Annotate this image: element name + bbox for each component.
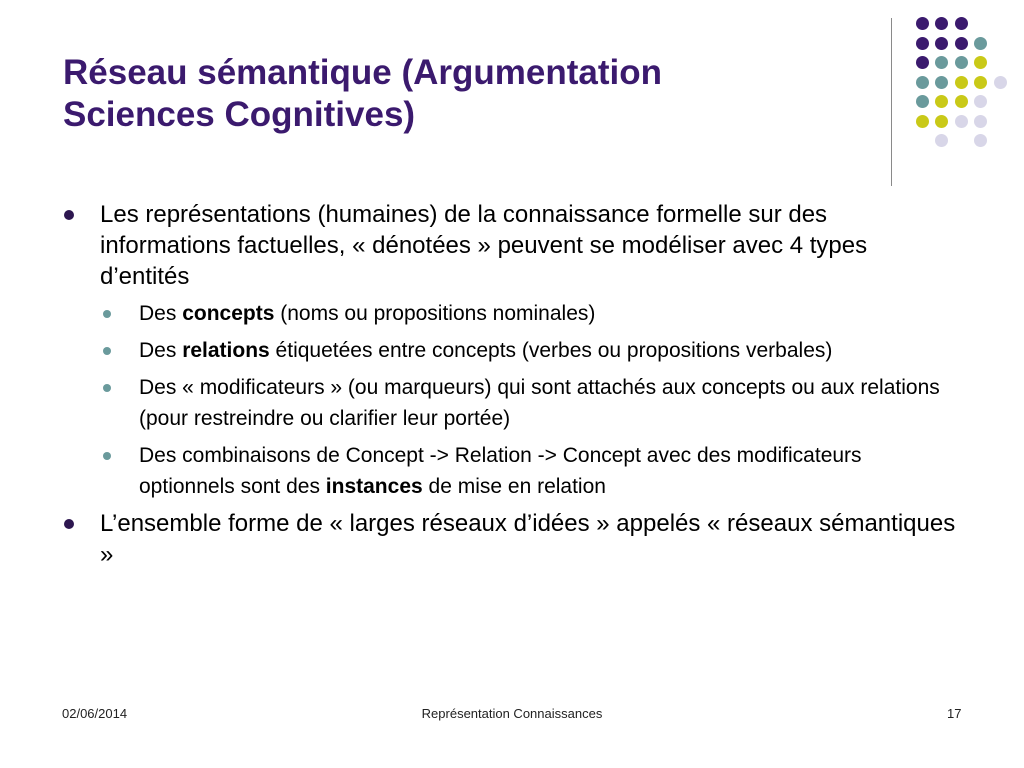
slide-title xyxy=(63,52,863,136)
decorative-dot xyxy=(916,37,929,50)
decorative-dot xyxy=(994,76,1007,89)
decorative-dot xyxy=(935,76,948,89)
sub-bullet-text-post: (noms ou propositions nominales) xyxy=(274,302,596,325)
decorative-dot xyxy=(935,56,948,69)
decorative-dot xyxy=(955,37,968,50)
decorative-dot xyxy=(916,95,929,108)
decorative-dot xyxy=(916,56,929,69)
decorative-dot xyxy=(955,76,968,89)
decorative-dot xyxy=(974,115,987,128)
sub-bullet-text-post: de mise en relation xyxy=(422,475,606,498)
decorative-dot xyxy=(935,17,948,30)
sub-bullet-keyword: relations xyxy=(182,339,270,362)
sub-bullet-text: Des « modificateurs » (ou marqueurs) qui sont attachés aux concepts ou aux relations (pour restreindre ou clarifier leur portée) xyxy=(139,376,940,430)
footer-title: Représentation Connaissances xyxy=(421,706,603,721)
decorative-dot xyxy=(974,95,987,108)
decorative-dot xyxy=(935,134,948,147)
sub-bullet-icon xyxy=(103,452,111,460)
sub-bullet-item xyxy=(62,372,962,434)
sub-bullet-text-pre: Des xyxy=(139,302,183,325)
bullet-text: L’ensemble forme de « larges réseaux d’idées » appelés « réseaux sémantiques » xyxy=(100,510,956,568)
bullet-item xyxy=(62,508,962,570)
bullet-text: Les représentations (humaines) de la connaissance formelle sur des informations factuelles, « dénotées » peuvent se modéliser avec 4 types d’entités xyxy=(100,201,868,290)
decorative-dot xyxy=(974,76,987,89)
sub-bullet-item xyxy=(62,335,962,366)
decorative-dot xyxy=(955,17,968,30)
sub-bullet-icon xyxy=(103,347,111,355)
decorative-divider xyxy=(891,18,892,186)
decorative-dot xyxy=(974,37,987,50)
bullet-item xyxy=(62,199,962,292)
decorative-dot xyxy=(974,56,987,69)
sub-bullet-keyword: concepts xyxy=(182,302,275,325)
decorative-dot xyxy=(935,95,948,108)
sub-bullet-item xyxy=(62,298,962,329)
decorative-dot xyxy=(935,115,948,128)
footer-date: 02/06/2014 xyxy=(62,706,128,721)
sub-bullet-keyword: instances xyxy=(325,475,423,498)
sub-bullet-icon xyxy=(103,310,111,318)
sub-bullet-text-pre: Des xyxy=(139,339,183,362)
decorative-dot xyxy=(955,95,968,108)
slide-body xyxy=(62,199,962,576)
decorative-dot xyxy=(935,37,948,50)
decorative-dot xyxy=(916,115,929,128)
slide-number: 17 xyxy=(947,706,962,721)
decorative-dot xyxy=(955,115,968,128)
sub-bullet-text-pre: Des combinaisons de Concept -> Relation -> Concept avec des modificateurs optionnels sont des xyxy=(139,444,862,498)
decorative-dot xyxy=(916,17,929,30)
sub-bullet-text-post: étiquetées entre concepts (verbes ou propositions verbales) xyxy=(269,339,833,362)
decorative-dot xyxy=(916,76,929,89)
title-line-1: Réseau sémantique (Argumentation xyxy=(63,53,662,92)
decorative-dot xyxy=(974,134,987,147)
bullet-icon xyxy=(64,519,74,529)
sub-bullet-item xyxy=(62,440,962,502)
title-line-2: Sciences Cognitives) xyxy=(63,95,416,134)
bullet-icon xyxy=(64,210,74,220)
decorative-dot xyxy=(955,56,968,69)
sub-bullet-icon xyxy=(103,384,111,392)
